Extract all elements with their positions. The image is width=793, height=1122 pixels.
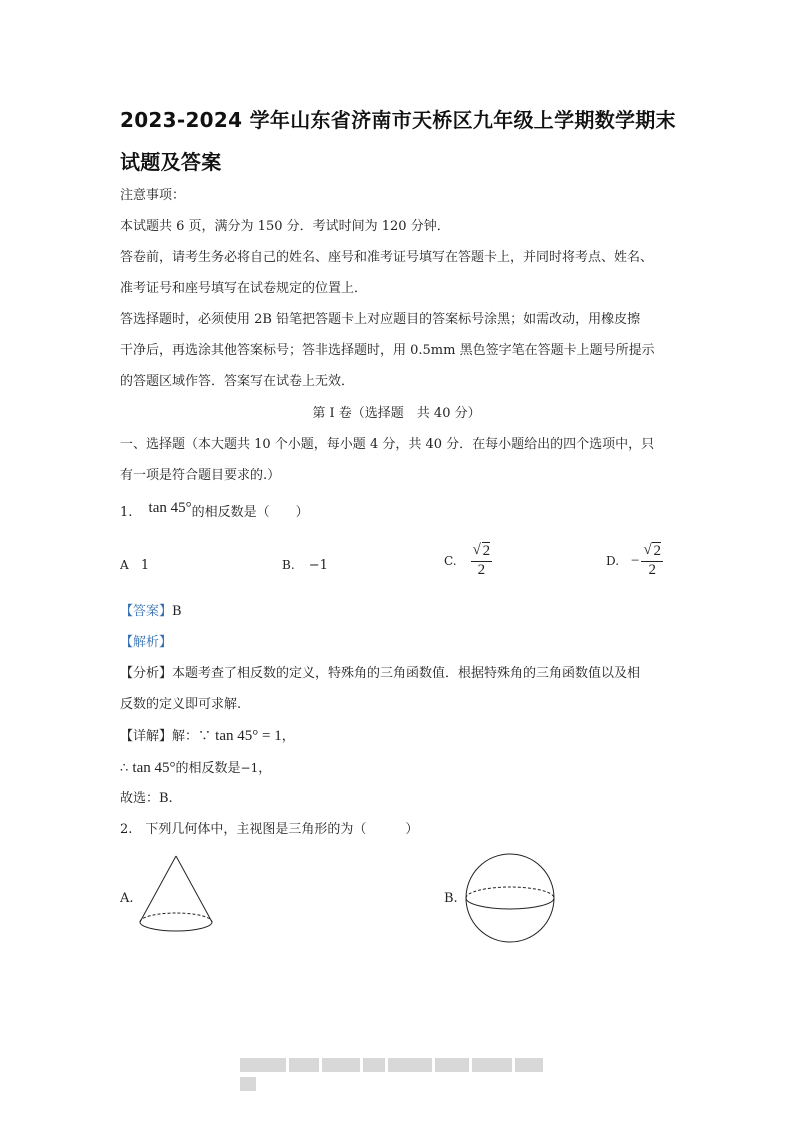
option-a-label[interactable]: A. [120,891,134,906]
option-a[interactable] [120,557,149,574]
fenxi-line-1 [120,666,640,682]
option-c[interactable] [444,543,492,579]
denominator: 2 [648,562,656,578]
answer-tag: 【答案】 [120,604,173,619]
document-title-line-1: 2023-2024 学年山东省济南市天桥区九年级上学期数学期末 [120,108,676,132]
detail-tag: 【详解】 [120,729,173,744]
option-b-label[interactable]: B. [444,891,458,906]
section-title: 第 I 卷（选择题 共 40 分） [312,406,481,421]
fenxi-tag: 【分析】 [120,666,173,681]
option-b-label: B. [282,558,295,572]
therefore-symbol: ∴ [120,761,129,776]
question-1-stem-text: 的相反数是（ ） [191,505,309,520]
denominator: 2 [477,562,486,578]
analysis-tag: 【解析】 [120,635,173,650]
footer-watermark [240,1057,556,1071]
part-instructions-line-2: 有一项是符合题目要求的.） [120,468,281,483]
therefore-value: −1 [240,761,259,775]
sphere-figure [462,850,558,946]
detail-line [120,728,295,745]
therefore-line [120,760,271,777]
option-a-label: A [120,558,129,572]
notice-item-3-line-3: 的答题区域作答．答案写在试卷上无效． [120,374,355,389]
fraction-sqrt2-over-2: √ 2 2 [643,542,661,578]
notice-item-1: 本试题共 6 页，满分为 150 分．考试时间为 120 分钟． [120,219,450,234]
math-tan-45: tan 45° [148,500,192,516]
minus-sign: − [631,553,640,569]
option-b[interactable] [282,557,328,574]
notice-item-2-line-2: 准考证号和座号填写在试卷规定的位置上． [120,281,368,296]
answer-value: B [172,604,182,619]
notice-item-3-line-2: 干净后，再选涂其他答案标号；答非选择题时，用 0.5mm 黑色签字笔在答题卡上题号所提示 [120,343,655,358]
option-b-value: −1 [308,558,328,573]
question-number: 1. [120,505,133,520]
detail-prefix: 解：∵ [172,729,212,744]
therefore-end: ， [258,761,272,776]
option-d[interactable] [606,543,663,579]
question-2-stem: 2. 下列几何体中，主视图是三角形的为（ ） [120,822,419,837]
math-tan-45-equals-1: tan 45° = 1 [215,728,282,744]
detail-suffix: ， [281,729,295,744]
fenxi-line-2: 反数的定义即可求解. [120,697,242,712]
question-1-stem [120,500,309,521]
option-c-label: C. [444,554,457,568]
option-d-label: D. [606,554,620,568]
answer-line [120,604,182,620]
document-title-line-2: 试题及答案 [120,150,222,174]
notice-heading: 注意事项： [120,188,186,203]
option-a-value: 1 [140,558,150,573]
math-tan-45: tan 45° [132,760,176,776]
cone-figure [136,852,218,938]
fenxi-text: 本题考查了相反数的定义，特殊角的三角函数值．根据特殊角的三角函数值以及相 [172,666,641,681]
notice-item-3-line-1: 答选择题时，必须使用 2B 铅笔把答题卡上对应题目的答案标号涂黑；如需改动，用橡皮擦 [120,312,641,327]
notice-item-2-line-1: 答卷前，请考生务必将自己的姓名、座号和准考证号填写在答题卡上，并同时将考点、姓名、 [120,250,654,265]
therefore-text: 的相反数是 [175,761,241,776]
radicand: 2 [653,543,661,559]
part-instructions-line-1: 一、选择题（本大题共 10 个小题，每小题 4 分，共 40 分．在每小题给出的四个选项中，只 [120,437,655,452]
fraction-sqrt2-over-2: √ 2 2 [472,542,491,578]
conclusion: 故选：B. [120,791,173,806]
radicand: 2 [482,543,491,559]
